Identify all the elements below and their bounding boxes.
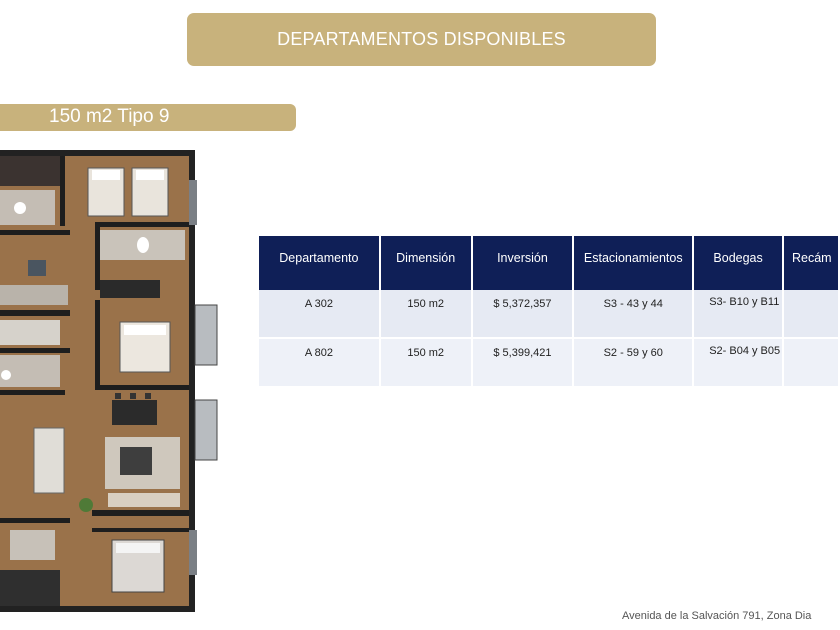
cell-bodegas: S3- B10 y B11	[693, 290, 783, 338]
column-header: Recám	[783, 236, 839, 290]
column-header: Departamento	[259, 236, 380, 290]
column-header: Bodegas	[693, 236, 783, 290]
unit-type-banner	[0, 104, 296, 131]
cell-departamento: A 802	[259, 338, 380, 387]
cell-departamento: A 302	[259, 290, 380, 338]
title-banner	[187, 13, 656, 66]
cell-bodegas: S2- B04 y B05	[693, 338, 783, 387]
cell-dimension: 150 m2	[380, 338, 472, 387]
table-row	[259, 338, 839, 387]
units-table	[259, 236, 840, 388]
cell-inversion: $ 5,399,421	[472, 338, 574, 387]
table-row	[259, 290, 839, 338]
cell-dimension: 150 m2	[380, 290, 472, 338]
column-header: Estacionamientos	[573, 236, 693, 290]
column-header: Inversión	[472, 236, 574, 290]
table-header-row	[259, 236, 839, 290]
cell-estacionamientos: S3 - 43 y 44	[573, 290, 693, 338]
cell-recamaras	[783, 290, 839, 338]
unit-type-label: 150 m2 Tipo 9	[49, 106, 170, 127]
floor-plan-image	[0, 150, 222, 612]
cell-recamaras	[783, 338, 839, 387]
column-header: Dimensión	[380, 236, 472, 290]
footer-address: Avenida de la Salvación 791, Zona Dia	[622, 610, 812, 622]
page-title: DEPARTAMENTOS DISPONIBLES	[277, 29, 566, 49]
cell-inversion: $ 5,372,357	[472, 290, 574, 338]
cell-estacionamientos: S2 - 59 y 60	[573, 338, 693, 387]
